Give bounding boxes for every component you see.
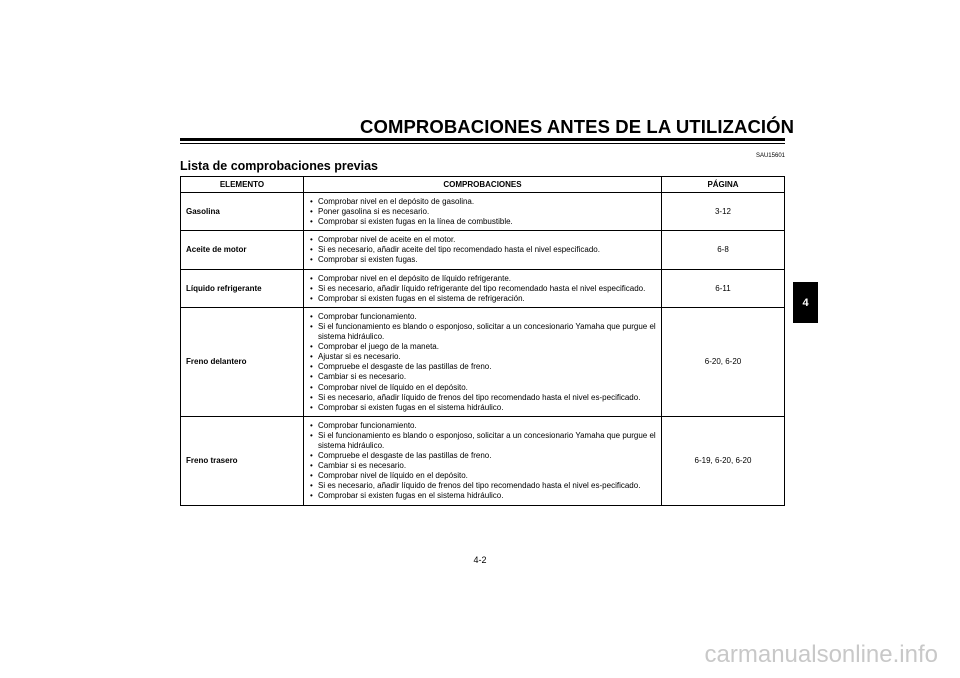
check-item: • Si es necesario, añadir líquido de frenos del tipo recomendado hasta el nivel es-pecificado. xyxy=(310,481,657,491)
page-number: 4-2 xyxy=(473,555,487,565)
section-title: Lista de comprobaciones previas xyxy=(180,159,378,173)
column-header-pagina: PÁGINA xyxy=(662,177,785,193)
check-item: • Si el funcionamiento es blando o esponjoso, solicitar a un concesionario Yamaha que purgue el sistema hidráulico. xyxy=(310,431,657,451)
page-ref-cell: 6-19, 6-20, 6-20 xyxy=(662,416,785,505)
check-item: • Comprobar si existen fugas. xyxy=(310,255,657,265)
table-row xyxy=(181,416,785,505)
check-item: • Si es necesario, añadir aceite del tipo recomendado hasta el nivel especificado. xyxy=(310,245,657,255)
checklist-table xyxy=(180,176,785,506)
check-item: • Si es necesario, añadir líquido de frenos del tipo recomendado hasta el nivel es-pecificado. xyxy=(310,393,657,403)
check-item: • Comprobar nivel en el depósito de líquido refrigerante. xyxy=(310,274,657,284)
checks-list xyxy=(310,274,657,304)
element-cell: Freno delantero xyxy=(181,307,304,416)
element-cell: Gasolina xyxy=(181,193,304,231)
checks-list xyxy=(310,235,657,265)
table-row xyxy=(181,193,785,231)
check-item: • Si es necesario, añadir líquido refrigerante del tipo recomendado hasta el nivel especificado. xyxy=(310,284,657,294)
check-item: • Comprobar si existen fugas en el sistema de refrigeración. xyxy=(310,294,657,304)
checks-cell xyxy=(304,307,662,416)
check-item: • Cambiar si es necesario. xyxy=(310,461,657,471)
check-item: • Si el funcionamiento es blando o esponjoso, solicitar a un concesionario Yamaha que purgue el sistema hidráulico. xyxy=(310,322,657,342)
checks-cell xyxy=(304,269,662,307)
page-ref-cell: 3-12 xyxy=(662,193,785,231)
section-code: SAU15601 xyxy=(755,153,785,159)
table-row xyxy=(181,307,785,416)
checks-list xyxy=(310,421,657,502)
table-row xyxy=(181,269,785,307)
check-item: • Compruebe el desgaste de las pastillas de freno. xyxy=(310,451,657,461)
check-item: • Comprobar si existen fugas en el sistema hidráulico. xyxy=(310,403,657,413)
element-cell: Aceite de motor xyxy=(181,231,304,269)
check-item: • Comprobar nivel de aceite en el motor. xyxy=(310,235,657,245)
column-header-comprobaciones: COMPROBACIONES xyxy=(304,177,662,193)
header-rule-thick xyxy=(180,138,785,141)
element-cell: Freno trasero xyxy=(181,416,304,505)
checks-list xyxy=(310,197,657,227)
check-item: • Comprobar nivel de líquido en el depósito. xyxy=(310,471,657,481)
column-header-elemento: ELEMENTO xyxy=(181,177,304,193)
header-rule-thin xyxy=(180,143,785,144)
table-row xyxy=(181,231,785,269)
check-item: • Comprobar nivel en el depósito de gasolina. xyxy=(310,197,657,207)
page-header-title: COMPROBACIONES ANTES DE LA UTILIZACIÓN xyxy=(360,116,795,137)
checks-list xyxy=(310,312,657,413)
element-cell: Líquido refrigerante xyxy=(181,269,304,307)
check-item: • Comprobar nivel de líquido en el depósito. xyxy=(310,383,657,393)
check-item: • Comprobar funcionamiento. xyxy=(310,421,657,431)
checks-cell xyxy=(304,231,662,269)
check-item: • Compruebe el desgaste de las pastillas de freno. xyxy=(310,362,657,372)
checks-cell xyxy=(304,193,662,231)
check-item: • Comprobar funcionamiento. xyxy=(310,312,657,322)
check-item: • Comprobar si existen fugas en la línea de combustible. xyxy=(310,217,657,227)
page-ref-cell: 6-11 xyxy=(662,269,785,307)
check-item: • Comprobar el juego de la maneta. xyxy=(310,342,657,352)
table-header-row xyxy=(181,177,785,193)
chapter-tab: 4 xyxy=(793,282,818,323)
checks-cell xyxy=(304,416,662,505)
page-ref-cell: 6-8 xyxy=(662,231,785,269)
check-item: • Cambiar si es necesario. xyxy=(310,372,657,382)
check-item: • Poner gasolina si es necesario. xyxy=(310,207,657,217)
page-ref-cell: 6-20, 6-20 xyxy=(662,307,785,416)
check-item: • Comprobar si existen fugas en el sistema hidráulico. xyxy=(310,491,657,501)
watermark: carmanualsonline.info xyxy=(704,641,938,668)
check-item: • Ajustar si es necesario. xyxy=(310,352,657,362)
